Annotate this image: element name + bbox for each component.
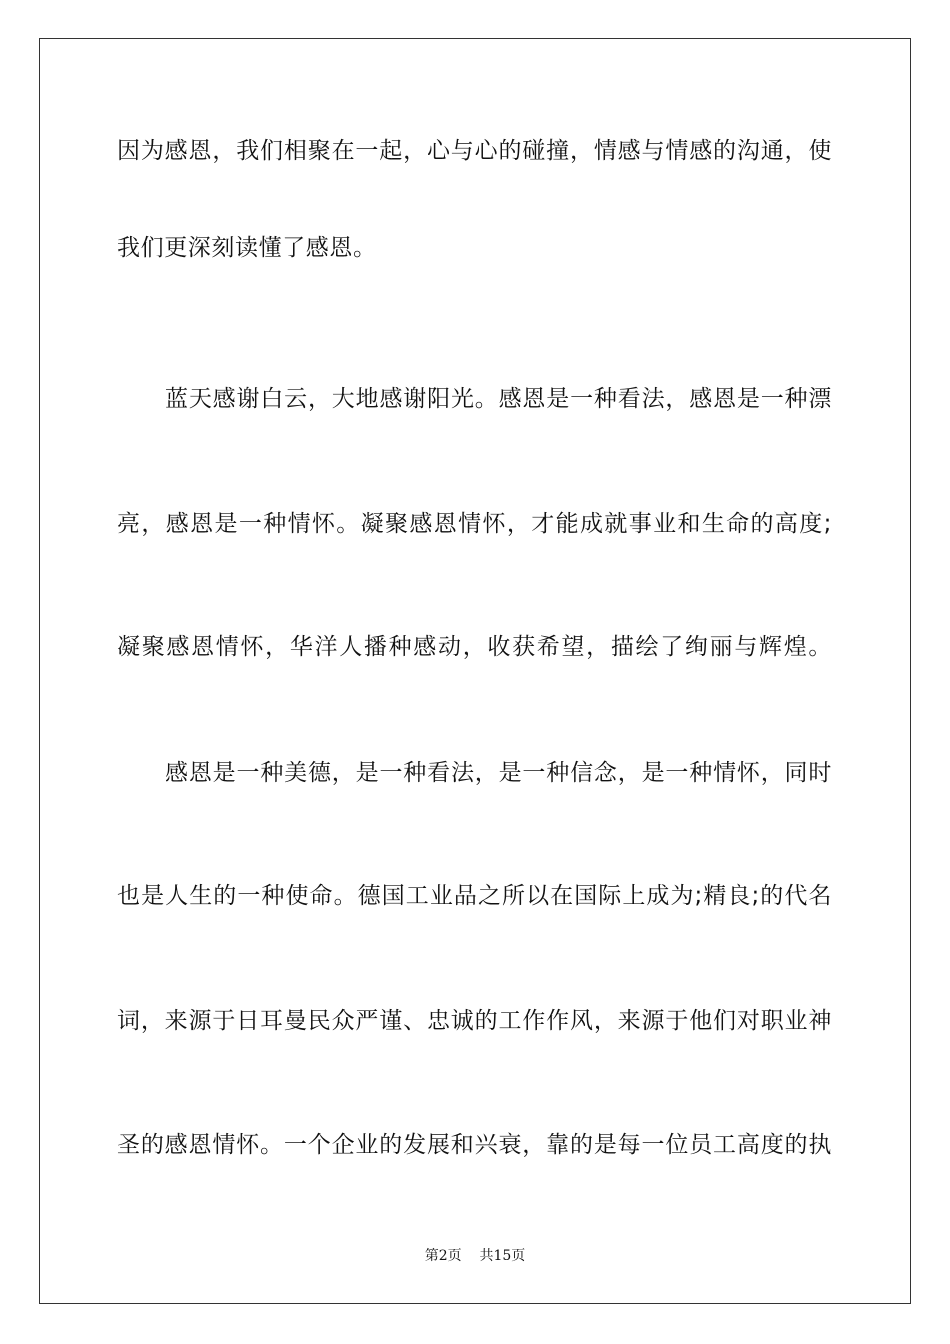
text-line-1: 因为感恩，我们相聚在一起，心与心的碰撞，情感与情感的沟通，使 (117, 138, 832, 164)
page-footer (0, 1247, 950, 1265)
text-line-5: 凝聚感恩情怀，华洋人播种感动，收获希望，描绘了绚丽与辉煌。 (117, 634, 832, 660)
page-number: 第2页 (424, 1248, 462, 1264)
text-line-4: 亮，感恩是一种情怀。凝聚感恩情怀，才能成就事业和生命的高度; (117, 511, 832, 537)
text-line-6: 感恩是一种美德，是一种看法，是一种信念，是一种情怀，同时 (165, 760, 832, 786)
text-line-7: 也是人生的一种使命。德国工业品之所以在国际上成为;精良;的代名 (117, 883, 832, 909)
text-line-9: 圣的感恩情怀。一个企业的发展和兴衰，靠的是每一位员工高度的执 (117, 1132, 832, 1158)
text-line-3: 蓝天感谢白云，大地感谢阳光。感恩是一种看法，感恩是一种漂 (165, 386, 832, 412)
page-total: 共15页 (479, 1248, 526, 1264)
page-frame (39, 38, 911, 1304)
text-line-2: 我们更深刻读懂了感恩。 (117, 235, 377, 261)
text-line-8: 词，来源于日耳曼民众严谨、忠诚的工作作风，来源于他们对职业神 (117, 1008, 832, 1034)
